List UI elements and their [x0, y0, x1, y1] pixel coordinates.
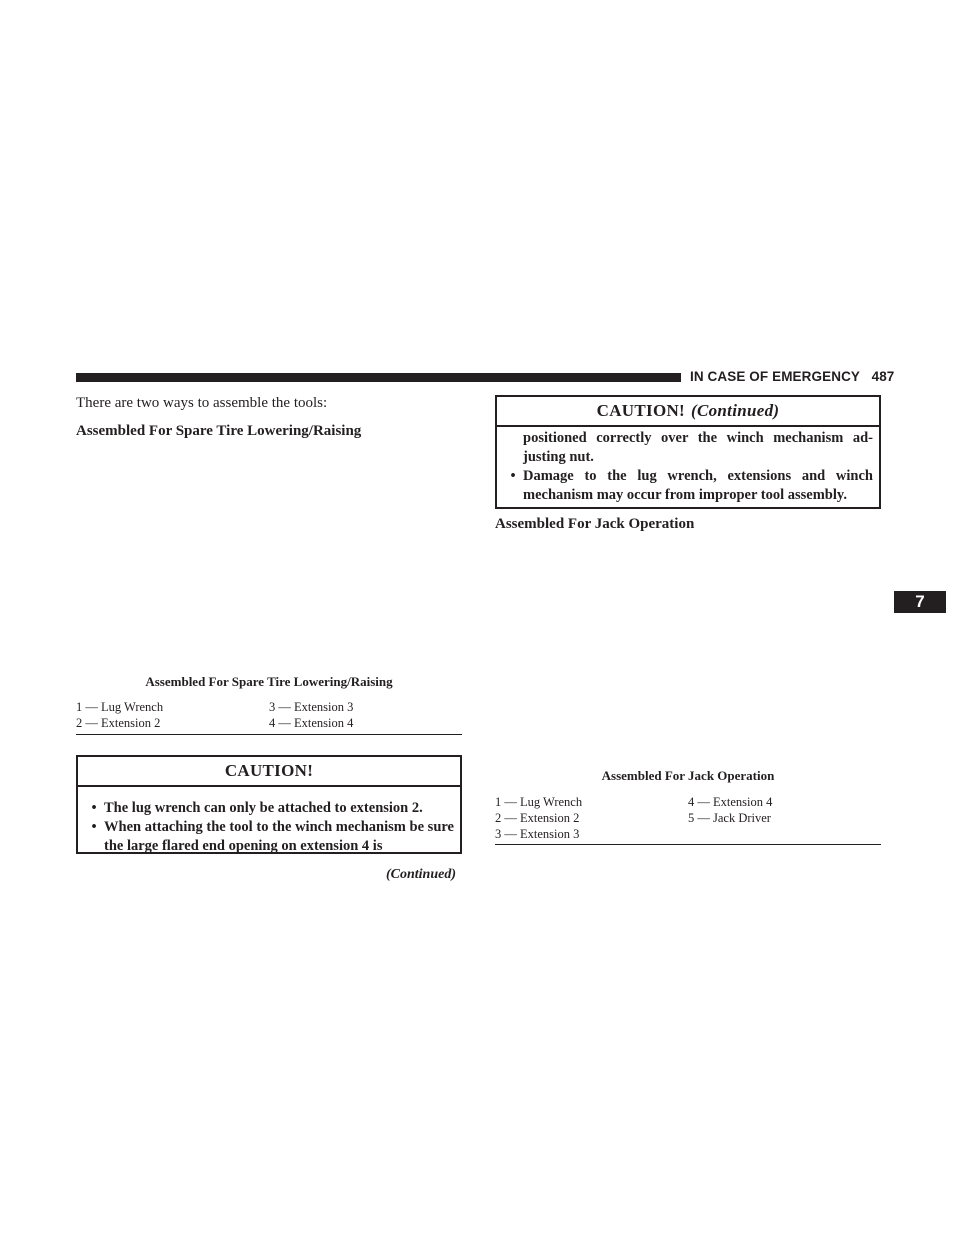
- legend-item: 1 — Lug Wrench: [76, 700, 164, 714]
- caution-item: [84, 799, 454, 818]
- chapter-tab: 7: [894, 591, 946, 613]
- caution-title: [78, 757, 460, 787]
- caution-title: [497, 397, 879, 427]
- legend-item: 5 — Jack Driver: [688, 811, 771, 825]
- caution-body: [78, 787, 460, 860]
- page-number: 487: [871, 369, 895, 384]
- caution-body: [497, 427, 879, 509]
- legend-divider: [495, 844, 881, 845]
- header-rule-bar: [76, 373, 681, 382]
- legend-item: 4 — Extension 4: [688, 795, 773, 809]
- heading-jack-operation: Assembled For Jack Operation: [495, 516, 695, 532]
- legend-item: 1 — Lug Wrench: [495, 795, 583, 809]
- legend-item: 2 — Extension 2: [76, 716, 161, 730]
- caution-box: [76, 755, 462, 854]
- caution-title-text: CAUTION!: [596, 401, 686, 420]
- caution-item: [84, 818, 454, 856]
- legend-row: [76, 715, 462, 731]
- legend-item: 2 — Extension 2: [495, 811, 580, 825]
- caution-item-text: When attaching the tool to the winch mechanism be sure the large flared end opening on extension 4 is: [104, 819, 454, 854]
- caution-title-text: CAUTION!: [224, 761, 314, 780]
- legend-row: [495, 810, 881, 826]
- figure-caption-jack: Assembled For Jack Operation: [601, 768, 775, 783]
- caution-title-suffix: (Continued): [691, 401, 780, 420]
- running-header: [690, 369, 895, 384]
- section-title: IN CASE OF EMERGENCY: [690, 369, 861, 384]
- continued-note: (Continued): [385, 867, 456, 882]
- legend-spare-tire: [76, 699, 462, 731]
- caution-box-continued: [495, 395, 881, 509]
- bullet-icon: •: [510, 468, 516, 484]
- figure-spare-tire-assembly: [76, 446, 462, 668]
- caution-item-text: Damage to the lug wrench, extensions and winch mechanism may occur from improper tool assembly.: [523, 468, 873, 503]
- legend-jack: [495, 794, 881, 842]
- bullet-icon: •: [91, 800, 97, 816]
- legend-item: 3 — Extension 3: [269, 700, 354, 714]
- heading-spare-tire: Assembled For Spare Tire Lowering/Raising: [76, 423, 362, 439]
- legend-row: [495, 794, 881, 810]
- caution-item: [503, 467, 873, 505]
- legend-row: [76, 699, 462, 715]
- bullet-icon: •: [91, 819, 97, 835]
- figure-jack-assembly: [495, 540, 881, 762]
- legend-divider: [76, 734, 462, 735]
- caution-item-text: The lug wrench can only be attached to extension 2.: [104, 800, 423, 816]
- legend-item: 4 — Extension 4: [269, 716, 354, 730]
- caution-continuation-text: positioned correctly over the winch mechanism ad-justing nut.: [523, 430, 873, 465]
- legend-item: [688, 826, 881, 842]
- legend-item: 3 — Extension 3: [495, 827, 580, 841]
- intro-text: There are two ways to assemble the tools:: [76, 395, 328, 411]
- legend-row: [495, 826, 881, 842]
- figure-caption-spare-tire: Assembled For Spare Tire Lowering/Raising: [145, 674, 393, 689]
